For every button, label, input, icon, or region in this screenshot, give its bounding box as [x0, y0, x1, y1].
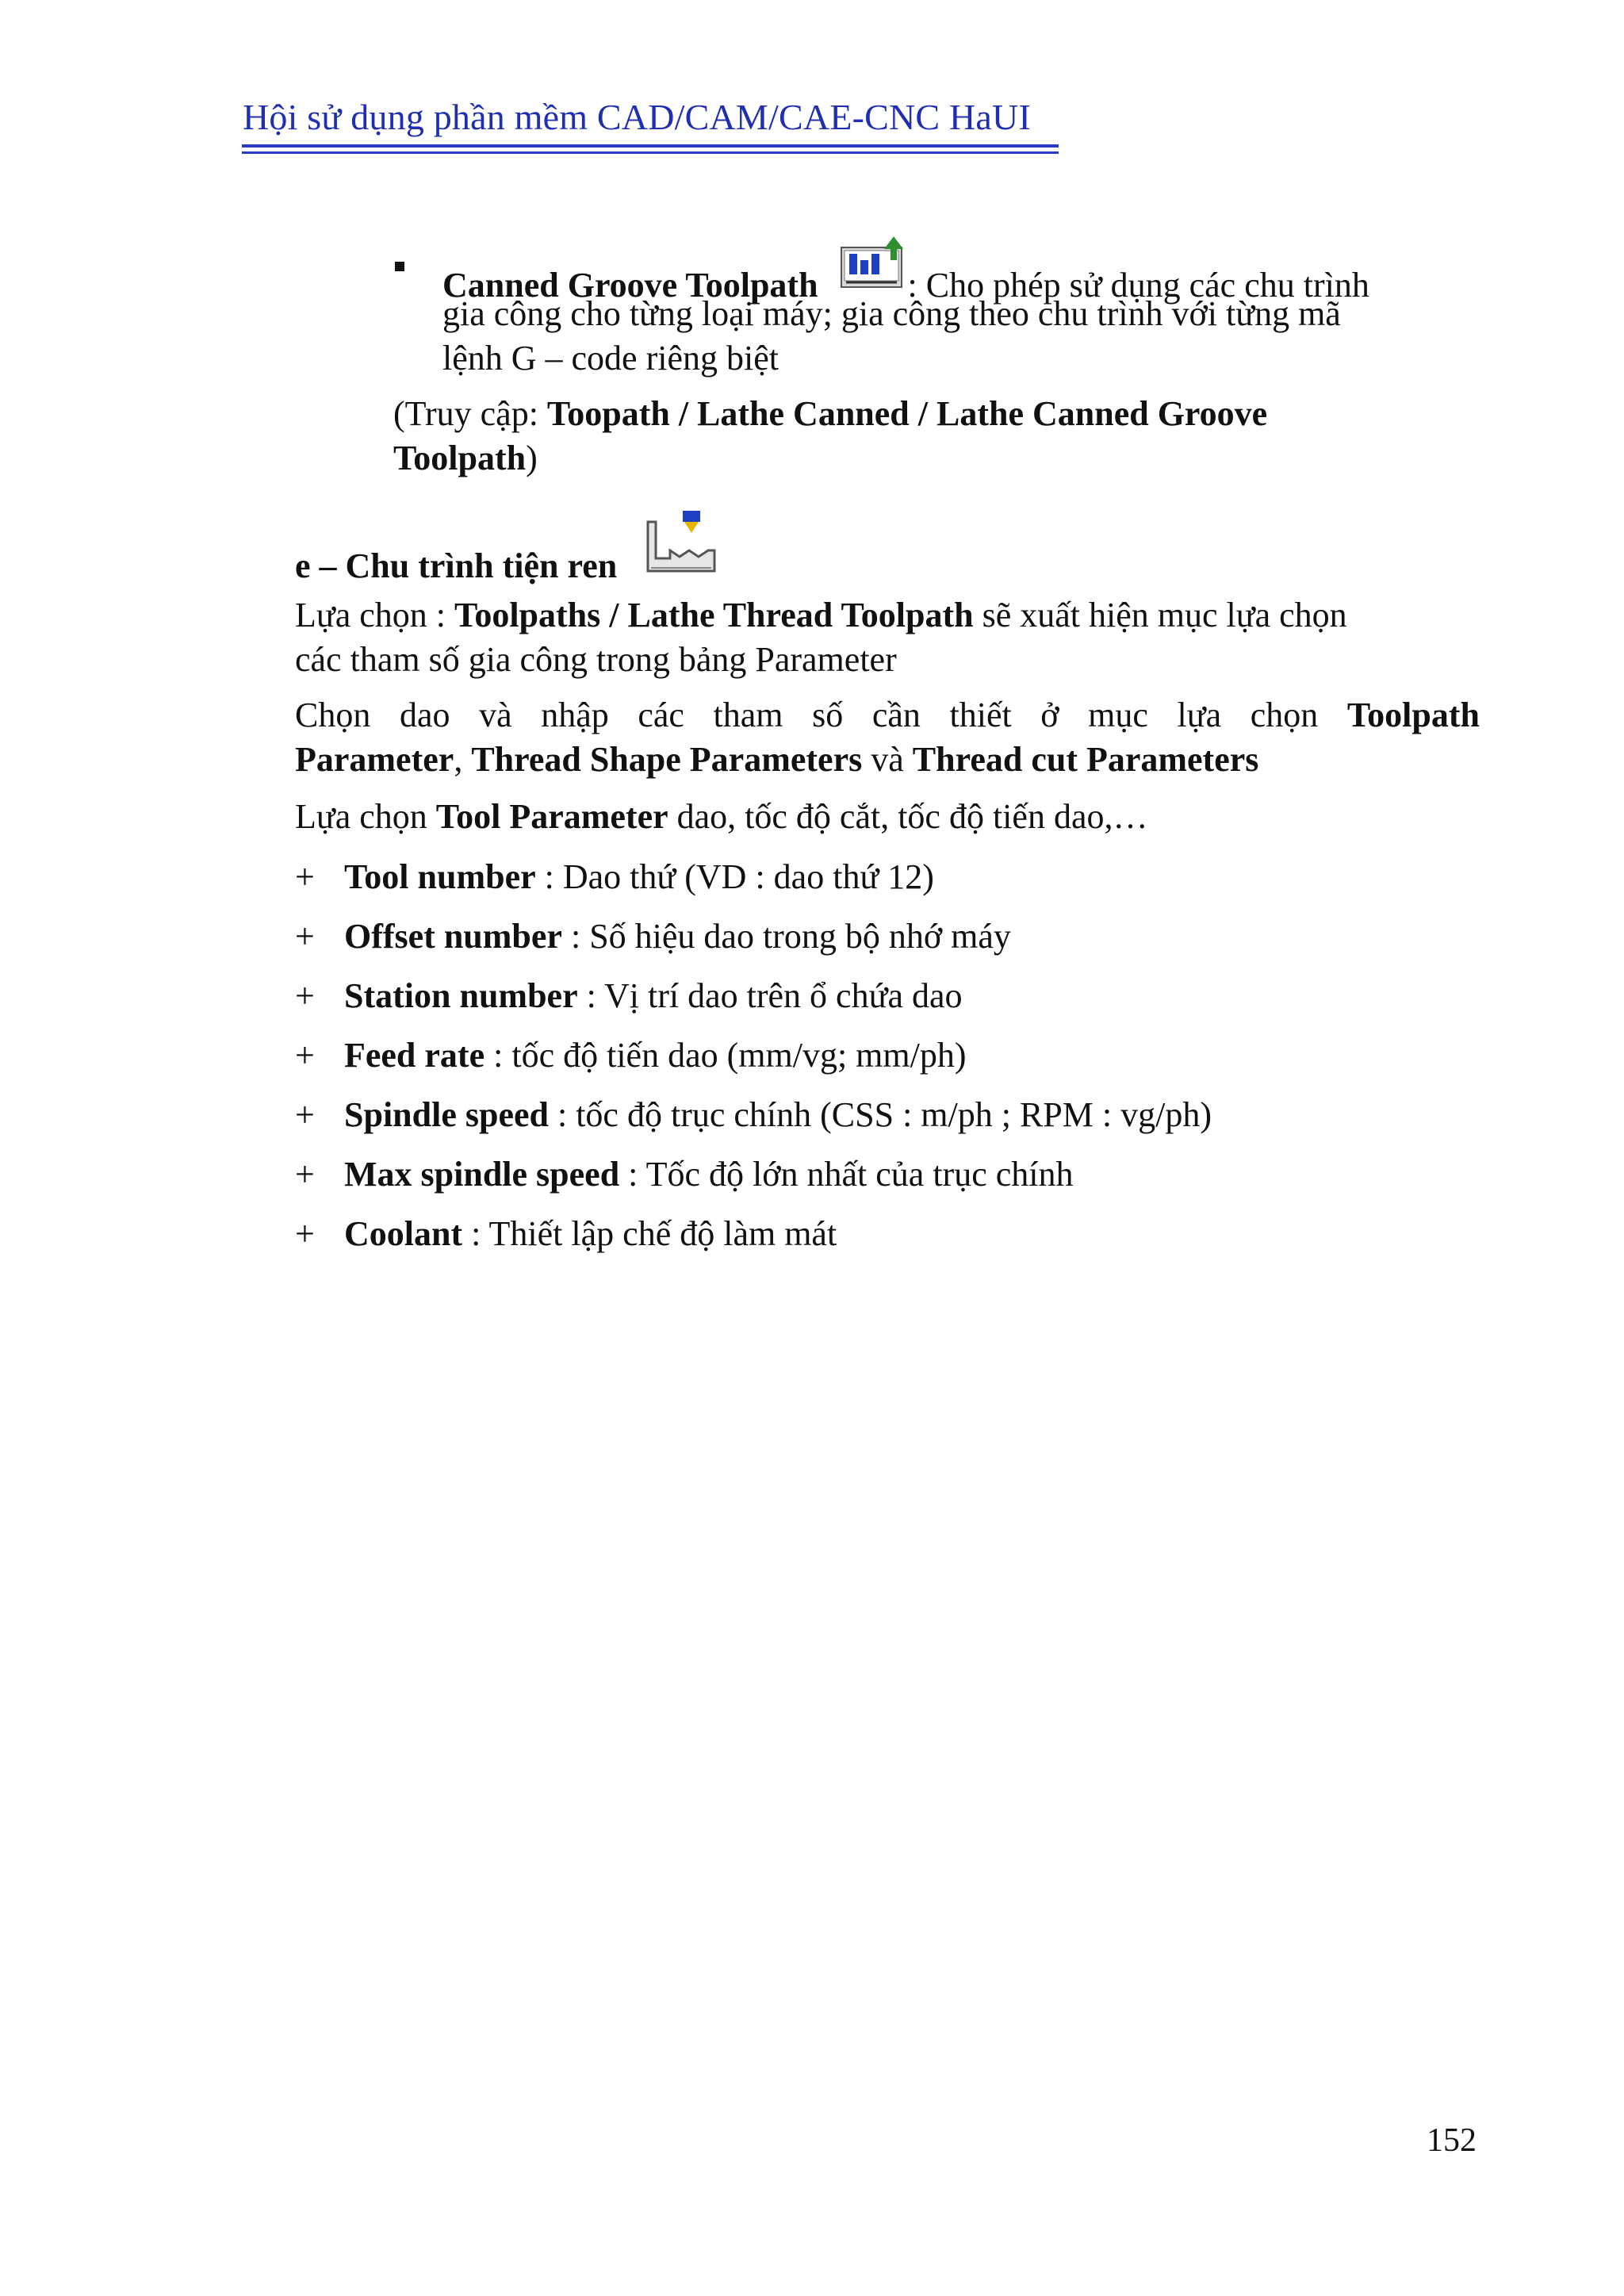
canned-groove-line-3: lệnh G – code riêng biệt: [442, 339, 779, 378]
access-path-line-2: [393, 436, 1503, 481]
list-item-desc: : Số hiệu dao trong bộ nhớ máy: [561, 917, 1011, 956]
para2-prefix: Chọn dao và nhập các tham số cần thiết ở mục lựa chọn: [295, 696, 1347, 734]
para2-line-1: [295, 693, 1480, 738]
list-item-term: Tool number: [344, 857, 536, 896]
list-item: [344, 1212, 837, 1256]
list-marker: +: [295, 1095, 315, 1134]
list-item: [344, 1033, 967, 1078]
para1-line-2: các tham số gia công trong bảng Parameter: [295, 640, 897, 679]
square-bullet: [395, 262, 404, 271]
access-path-bold-1: Toopath / Lathe Canned / Lathe Canned Groove: [546, 394, 1268, 433]
section-heading: [295, 538, 1088, 588]
access-path-line-1: [393, 392, 1503, 436]
header-rule-bottom: [242, 151, 1059, 154]
para2-sep-1: ,: [454, 740, 472, 779]
page-number: 152: [1427, 2122, 1477, 2159]
list-item-term: Spindle speed: [344, 1095, 549, 1134]
canned-groove-term: Canned Groove Toolpath: [442, 266, 818, 305]
para3-prefix: Lựa chọn: [295, 797, 436, 836]
para3-rest: dao, tốc độ cắt, tốc độ tiến dao,…: [668, 797, 1148, 836]
list-item: [344, 914, 1011, 959]
para3-bold: Tool Parameter: [435, 797, 668, 836]
list-item: [344, 974, 963, 1018]
list-marker: +: [295, 1155, 315, 1194]
list-item-term: Station number: [344, 976, 578, 1015]
para2-bold-thread-cut: Thread cut Parameters: [912, 740, 1259, 779]
list-item-desc: : Vị trí dao trên ổ chứa dao: [577, 976, 963, 1015]
header-rule-top: [242, 144, 1059, 148]
list-item: [344, 855, 934, 899]
list-marker: +: [295, 976, 315, 1015]
para1-bold: Toolpaths / Lathe Thread Toolpath: [454, 596, 974, 634]
list-item-desc: : tốc độ tiến dao (mm/vg; mm/ph): [485, 1036, 967, 1075]
list-item-desc: : Thiết lập chế độ làm mát: [462, 1214, 837, 1253]
canned-groove-desc-1: : Cho phép sử dụng các chu trình: [907, 266, 1369, 305]
para2-bold-parameter: Parameter: [295, 740, 454, 779]
canned-groove-line-2: gia công cho từng loại máy; gia công theo chu trình với từng mã: [442, 294, 1341, 333]
access-prefix: (Truy cập:: [393, 394, 547, 433]
para1-prefix: Lựa chọn :: [295, 596, 455, 634]
access-suffix: ): [526, 439, 538, 477]
access-path-bold-2: Toolpath: [393, 439, 527, 477]
para1-rest: sẽ xuất hiện mục lựa chọn: [973, 596, 1347, 634]
lathe-thread-toolpath-icon: [642, 538, 718, 582]
list-marker: +: [295, 1036, 315, 1075]
page-header: Hội sử dụng phần mềm CAD/CAM/CAE-CNC HaUI: [243, 97, 1031, 137]
para2-bold-thread-shape: Thread Shape Parameters: [471, 740, 863, 779]
list-item-desc: : tốc độ trục chính (CSS : m/ph ; RPM : vg/ph): [548, 1095, 1212, 1134]
para2-bold-toolpath: Toolpath: [1346, 696, 1480, 734]
para2-sep-2: và: [862, 740, 913, 779]
list-item-desc: : Tốc độ lớn nhất của trục chính: [619, 1155, 1074, 1194]
list-item-term: Max spindle speed: [344, 1155, 620, 1194]
list-item-term: Coolant: [344, 1214, 463, 1253]
section-heading-text: e – Chu trình tiện ren: [295, 546, 618, 585]
list-item: [344, 1152, 1073, 1197]
para3: [295, 795, 1480, 839]
para2-line-2: [295, 738, 1480, 782]
para1-line-1: [295, 593, 1480, 638]
list-marker: +: [295, 857, 315, 896]
list-marker: +: [295, 1214, 315, 1253]
list-item: [344, 1093, 1212, 1137]
list-item-term: Feed rate: [344, 1036, 485, 1075]
list-item-desc: : Dao thứ (VD : dao thứ 12): [535, 857, 934, 896]
list-marker: +: [295, 917, 315, 956]
list-item-term: Offset number: [344, 917, 562, 956]
